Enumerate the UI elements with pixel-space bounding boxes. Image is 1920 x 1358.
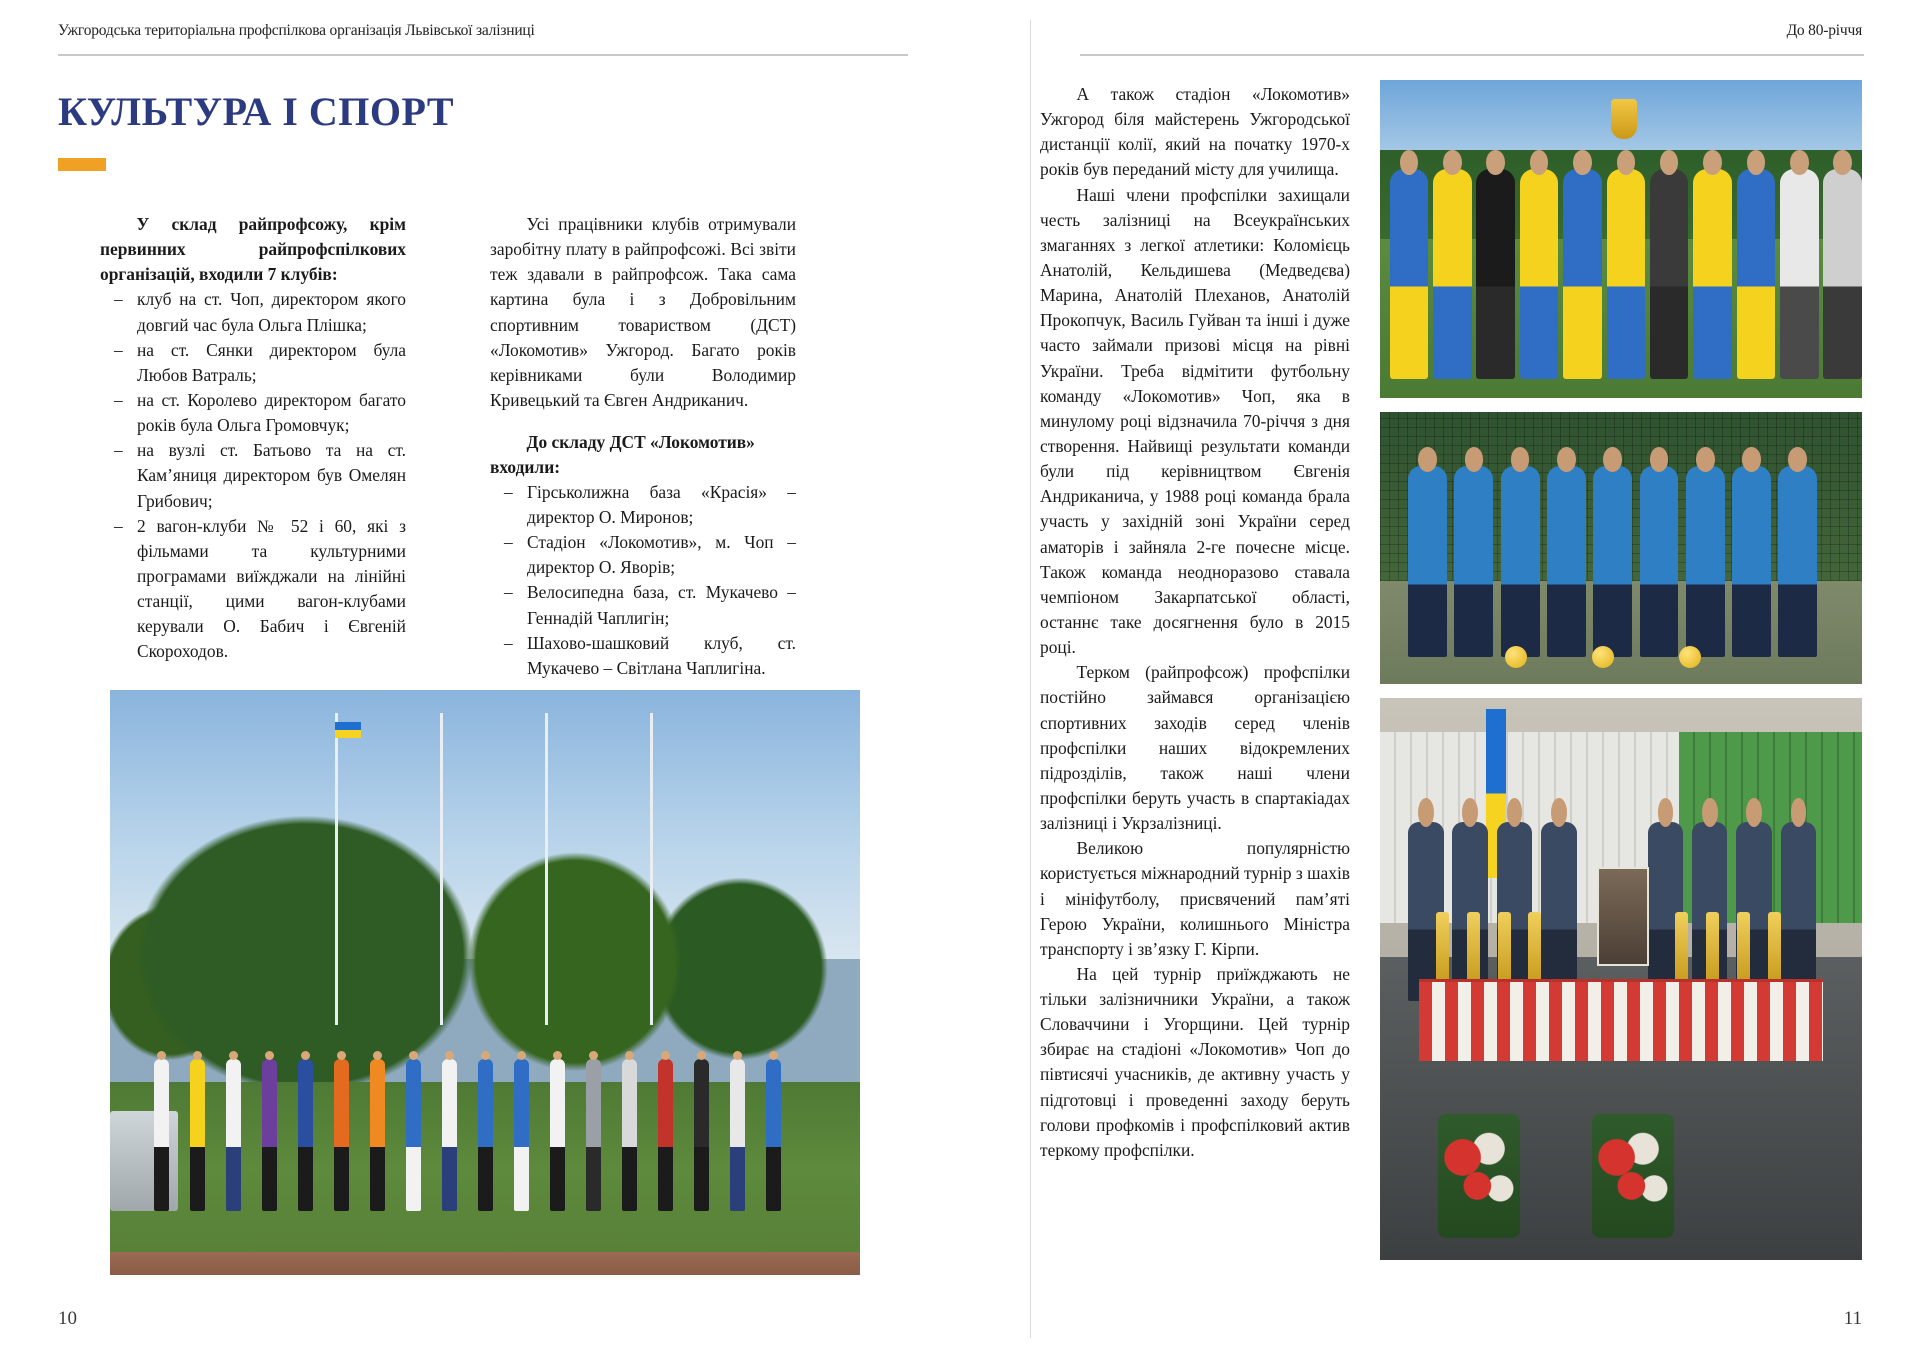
- page-number-right: 11: [1843, 1308, 1862, 1329]
- text-column-right: [1040, 82, 1350, 1163]
- list-item: [100, 438, 406, 513]
- list-item: [490, 480, 796, 530]
- lead-paragraph: У склад райпрофсожу, крім первинних райпрофспілкових організацій, входили 7 клубів:: [100, 214, 406, 285]
- photo-celebrating-players: [1380, 169, 1862, 379]
- photo-team-blue-kit: [1380, 412, 1862, 684]
- list-item: [100, 514, 406, 665]
- list-item: [490, 631, 796, 681]
- dash-marker: –: [504, 632, 513, 653]
- running-head-left: Ужгородська територіальна профспілкова організація Львівської залізниці: [58, 22, 535, 39]
- running-head-rule-left: [58, 54, 908, 56]
- photo-draped-table: [1419, 979, 1824, 1061]
- page-number-left: 10: [58, 1308, 77, 1329]
- body-paragraph: На цей турнір приїжджають не тільки залізничники України, а також Словаччини і Угорщини. Цей турнір збирає на стадіоні «Локомотив» Чоп до півтисячі учасників, де активну участь у підготовці і проведенні заходу беруть голови профкомів і профспілковий актив теркому профспілки.: [1040, 963, 1350, 1160]
- photo-football-teams-lineup: [110, 690, 860, 1275]
- photo-award-ceremony: [1380, 698, 1862, 1260]
- list-item-text: Велосипедна база, ст. Мукачево – Геннадій Чаплигін;: [527, 582, 796, 628]
- dash-marker: –: [504, 582, 513, 603]
- title-accent-bar: [58, 158, 106, 171]
- list-item-text: Шахово-шашковий клуб, ст. Мукачево – Світлана Чаплигіна.: [527, 632, 796, 678]
- photo-player-row: [125, 1059, 845, 1211]
- running-head-rule-right: [1080, 54, 1864, 56]
- dash-marker: –: [114, 440, 123, 461]
- list-item-text: на вузлі ст. Батьово та на ст. Кам’яниця директором був Омелян Грибович;: [137, 440, 406, 511]
- dash-marker: –: [504, 481, 513, 502]
- page-title: КУЛЬТУРА І СПОРТ: [58, 89, 455, 134]
- dash-marker: –: [504, 532, 513, 553]
- running-head-right: До 80-річчя: [1786, 22, 1862, 39]
- list-item-text: 2 вагон-клуби № 52 і 60, які з фільмами та культурними програмами виїжджали на лінійні станції, цими вагон-клубами керували О. Бабич і Євгеній Скороходов.: [137, 515, 406, 662]
- list-heading: До складу ДСТ «Локомотив» входили:: [490, 431, 755, 477]
- list-item-text: на ст. Сянки директором була Любов Ватраль;: [137, 339, 406, 385]
- photo-flower-bouquet: [1592, 1114, 1674, 1238]
- text-column-2: [490, 212, 796, 681]
- dash-marker: –: [114, 339, 123, 360]
- list-item: [100, 388, 406, 438]
- list-item: [100, 338, 406, 388]
- list-item-text: клуб на ст. Чоп, директором якого довгий час була Ольга Плішка;: [137, 289, 406, 335]
- dash-marker: –: [114, 515, 123, 536]
- spread-gutter-divider: [1030, 20, 1031, 1338]
- paragraph-spacer: [490, 413, 796, 430]
- photo-flower-bouquet: [1438, 1114, 1520, 1238]
- text-column-1: [100, 212, 406, 665]
- body-paragraph: Терком (райпрофсож) профспілки постійно займався організацією спортивних заходів серед членів профспілки наших відокремлених підрозділів, також наші члени профспілки беруть участь в спартакіадах залізниці і Укрзалізниці.: [1040, 662, 1350, 834]
- list-item-text: на ст. Королево директором багато років була Ольга Громовчук;: [137, 389, 406, 436]
- photo-running-track: [110, 1252, 860, 1275]
- clubs-list: [100, 287, 406, 664]
- body-paragraph: Наші члени профспілки захищали честь залізниці на Всеукраїнських змаганнях з легкої атлетики: Коломієць Анатолій, Кельдишева (Медведєва) Марина, Анатолій Плеханов, Анатолій Прокопчук, Василь Гуйван та інші і дуже часто займали призові місця на рівні України. Треба відмітити футбольну команду «Локомотив» Чоп, яка в минулому році відзначила 70-річчя з дня створення. Найвищі результати команди були під керівництвом Євгенія Андриканича, у 1988 році команда брала участь у західній зоні України серед аматорів і зайняла 2-ге почесне місце. Також команда неодноразово ставала чемпіоном Закарпатської області, останнє таке досягнення було в 2015 році.: [1040, 184, 1350, 658]
- dash-marker: –: [114, 389, 123, 410]
- photo-team-members: [1390, 466, 1853, 656]
- list-item: [490, 580, 796, 630]
- photo-footballs: [1380, 643, 1862, 667]
- body-paragraph: А також стадіон «Локомотив» Ужгород біля майстерень Ужгородської дистанції колії, який на початку 1970-х років був переданий місту для училища.: [1040, 84, 1350, 180]
- body-paragraph: Великою популярністю користується міжнародний турнір з шахів і мініфутболу, присвячений пам’яті Герою України, колишнього Міністра транспорту і зв’язку Г. Кірпи.: [1040, 838, 1350, 959]
- list-item: [100, 287, 406, 337]
- body-paragraph: Усі працівники клубів отримували заробітну плату в райпрофсожі. Всі звіти теж здавали в райпрофсож. Така сама картина була і з Добровільним спортивним товариством (ДСТ) «Локомотив» Ужгород. Багато років керівниками були Володимир Кривецький та Євген Андриканич.: [490, 214, 796, 410]
- dash-marker: –: [114, 289, 123, 310]
- trophy-cup: [1611, 99, 1637, 139]
- photo-trophy-celebration: [1380, 80, 1862, 398]
- list-item-text: Стадіон «Локомотив», м. Чоп – директор О. Яворів;: [527, 532, 796, 578]
- dst-list: [490, 480, 796, 681]
- photo-memorial-portrait: [1597, 867, 1649, 967]
- list-item-text: Гірськолижна база «Красія» – директор О. Миронов;: [527, 481, 796, 528]
- list-item: [490, 530, 796, 580]
